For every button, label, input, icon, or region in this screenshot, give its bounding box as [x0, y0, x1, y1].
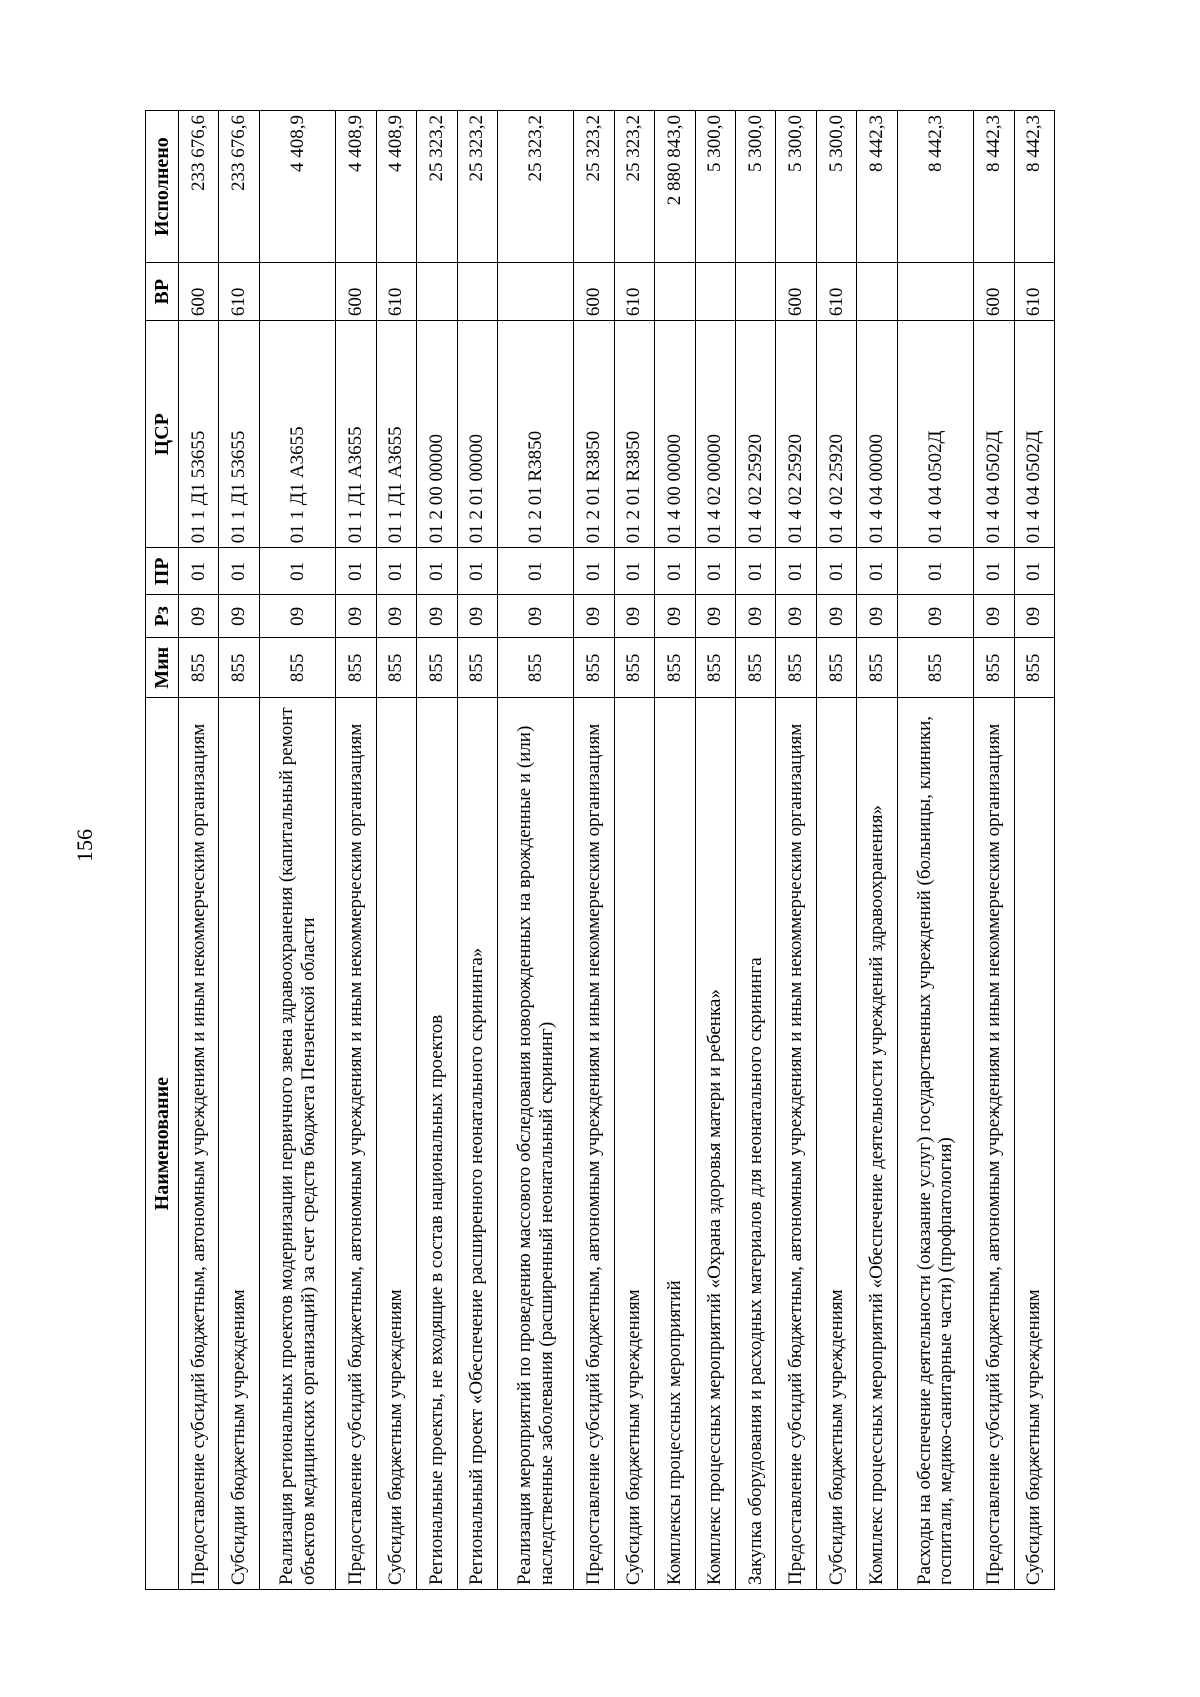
cell-csr: 01 4 00 00000: [655, 321, 695, 548]
cell-csr: 01 4 02 25920: [776, 321, 816, 548]
cell-min: 855: [376, 638, 416, 698]
cell-csr: 01 4 02 00000: [695, 321, 735, 548]
cell-rz: 09: [857, 595, 897, 638]
cell-pr: 01: [695, 548, 735, 595]
cell-vr: 600: [974, 263, 1014, 321]
cell-rz: 09: [179, 595, 219, 638]
cell-rz: 09: [897, 595, 973, 638]
cell-rz: 09: [376, 595, 416, 638]
header-name: Наименование: [146, 698, 179, 1590]
cell-done: 4 408,9: [376, 111, 416, 263]
cell-vr: 610: [1014, 263, 1055, 321]
cell-vr: 600: [776, 263, 816, 321]
cell-done: 233 676,6: [179, 111, 219, 263]
cell-pr: 01: [457, 548, 497, 595]
cell-min: 855: [574, 638, 614, 698]
table-row: [897, 111, 973, 1590]
cell-name: Комплекс процессных мероприятий «Обеспечение деятельности учреждений здравоохранения»: [857, 698, 897, 1590]
cell-vr: [857, 263, 897, 321]
cell-name: Субсидии бюджетным учреждениям: [816, 698, 856, 1590]
table-row: [776, 111, 816, 1590]
cell-name: Предоставление субсидий бюджетным, автономным учреждениям и иным некоммерческим организациям: [776, 698, 816, 1590]
table-row: [614, 111, 654, 1590]
cell-name: Субсидии бюджетным учреждениям: [1014, 698, 1055, 1590]
cell-vr: [736, 263, 776, 321]
table-row: [336, 111, 376, 1590]
table-row: [736, 111, 776, 1590]
cell-rz: 09: [655, 595, 695, 638]
table-row: [376, 111, 416, 1590]
table-row: [857, 111, 897, 1590]
cell-vr: [695, 263, 735, 321]
cell-csr: 01 1 Д1 А3655: [336, 321, 376, 548]
cell-name: Субсидии бюджетным учреждениям: [219, 698, 259, 1590]
cell-done: 5 300,0: [695, 111, 735, 263]
cell-rz: 09: [1014, 595, 1055, 638]
cell-min: 855: [897, 638, 973, 698]
cell-done: 8 442,3: [1014, 111, 1055, 263]
cell-min: 855: [1014, 638, 1055, 698]
cell-pr: 01: [857, 548, 897, 595]
cell-name: Расходы на обеспечение деятельности (оказание услуг) государственных учреждений (больницы, клиники, госпитали, медико-санитарные части) (профпатология): [897, 698, 973, 1590]
cell-vr: 610: [816, 263, 856, 321]
cell-done: 2 880 843,0: [655, 111, 695, 263]
cell-rz: 09: [417, 595, 457, 638]
cell-pr: 01: [614, 548, 654, 595]
cell-rz: 09: [336, 595, 376, 638]
cell-min: 855: [776, 638, 816, 698]
cell-csr: 01 1 Д1 А3655: [259, 321, 335, 548]
cell-min: 855: [179, 638, 219, 698]
cell-rz: 09: [219, 595, 259, 638]
cell-name: Комплекс процессных мероприятий «Охрана здоровья матери и ребенка»: [695, 698, 735, 1590]
cell-min: 855: [417, 638, 457, 698]
cell-done: 25 323,2: [574, 111, 614, 263]
cell-rz: 09: [497, 595, 573, 638]
cell-pr: 01: [336, 548, 376, 595]
cell-pr: 01: [1014, 548, 1055, 595]
cell-done: 4 408,9: [336, 111, 376, 263]
cell-min: 855: [614, 638, 654, 698]
cell-pr: 01: [219, 548, 259, 595]
cell-done: 8 442,3: [974, 111, 1014, 263]
cell-vr: [457, 263, 497, 321]
header-csr: ЦСР: [146, 321, 179, 548]
cell-csr: 01 4 04 00000: [857, 321, 897, 548]
cell-pr: 01: [179, 548, 219, 595]
cell-done: 5 300,0: [816, 111, 856, 263]
cell-done: 25 323,2: [417, 111, 457, 263]
cell-csr: 01 2 01 R3850: [574, 321, 614, 548]
cell-pr: 01: [259, 548, 335, 595]
cell-csr: 01 4 04 0502Д: [1014, 321, 1055, 548]
cell-done: 5 300,0: [736, 111, 776, 263]
cell-rz: 09: [614, 595, 654, 638]
cell-done: 5 300,0: [776, 111, 816, 263]
cell-done: 25 323,2: [497, 111, 573, 263]
cell-name: Предоставление субсидий бюджетным, автономным учреждениям и иным некоммерческим организациям: [974, 698, 1014, 1590]
cell-done: 8 442,3: [897, 111, 973, 263]
cell-pr: 01: [655, 548, 695, 595]
cell-min: 855: [857, 638, 897, 698]
cell-min: 855: [259, 638, 335, 698]
table-row: [974, 111, 1014, 1590]
cell-name: Предоставление субсидий бюджетным, автономным учреждениям и иным некоммерческим организациям: [179, 698, 219, 1590]
cell-min: 855: [816, 638, 856, 698]
cell-csr: 01 4 02 25920: [736, 321, 776, 548]
cell-min: 855: [336, 638, 376, 698]
cell-pr: 01: [897, 548, 973, 595]
cell-csr: 01 1 Д1 53655: [219, 321, 259, 548]
cell-pr: 01: [376, 548, 416, 595]
cell-vr: 610: [219, 263, 259, 321]
table-row: [1014, 111, 1055, 1590]
cell-vr: 600: [336, 263, 376, 321]
cell-name: Региональные проекты, не входящие в состав национальных проектов: [417, 698, 457, 1590]
cell-pr: 01: [574, 548, 614, 595]
cell-done: 233 676,6: [219, 111, 259, 263]
cell-vr: 610: [614, 263, 654, 321]
cell-vr: [897, 263, 973, 321]
cell-done: 4 408,9: [259, 111, 335, 263]
cell-csr: 01 4 04 0502Д: [974, 321, 1014, 548]
cell-vr: [655, 263, 695, 321]
cell-min: 855: [655, 638, 695, 698]
cell-done: 25 323,2: [614, 111, 654, 263]
budget-table: [145, 110, 1055, 1590]
cell-name: Закупка оборудования и расходных материалов для неонатального скрининга: [736, 698, 776, 1590]
cell-vr: 600: [179, 263, 219, 321]
cell-pr: 01: [417, 548, 457, 595]
cell-name: Субсидии бюджетным учреждениям: [376, 698, 416, 1590]
cell-rz: 09: [816, 595, 856, 638]
cell-csr: 01 4 02 25920: [816, 321, 856, 548]
cell-vr: [417, 263, 457, 321]
cell-rz: 09: [259, 595, 335, 638]
table-row: [219, 111, 259, 1590]
cell-csr: 01 2 00 00000: [417, 321, 457, 548]
cell-rz: 09: [776, 595, 816, 638]
cell-name: Реализация мероприятий по проведению массового обследования новорожденных на врожденные и (или) наследственные заболевания (расширенный неонатальный скрининг): [497, 698, 573, 1590]
cell-csr: 01 1 Д1 53655: [179, 321, 219, 548]
cell-min: 855: [974, 638, 1014, 698]
cell-name: Комплексы процессных мероприятий: [655, 698, 695, 1590]
cell-rz: 09: [736, 595, 776, 638]
table-body: [179, 111, 1055, 1590]
table-row: [497, 111, 573, 1590]
rotated-table-container: [145, 110, 1055, 1590]
cell-name: Региональный проект «Обеспечение расширенного неонатального скрининга»: [457, 698, 497, 1590]
header-done: Исполнено: [146, 111, 179, 263]
cell-rz: 09: [974, 595, 1014, 638]
cell-pr: 01: [816, 548, 856, 595]
header-rz: Рз: [146, 595, 179, 638]
cell-pr: 01: [736, 548, 776, 595]
cell-vr: 610: [376, 263, 416, 321]
page-number: 156: [72, 829, 97, 862]
cell-pr: 01: [776, 548, 816, 595]
header-vr: ВР: [146, 263, 179, 321]
cell-vr: [497, 263, 573, 321]
table-row: [457, 111, 497, 1590]
cell-rz: 09: [695, 595, 735, 638]
cell-csr: 01 4 04 0502Д: [897, 321, 973, 548]
cell-name: Предоставление субсидий бюджетным, автономным учреждениям и иным некоммерческим организациям: [336, 698, 376, 1590]
cell-name: Реализация региональных проектов модернизации первичного звена здравоохранения (капитальный ремонт объектов медицинских организаций) за счет средств бюджета Пензенской области: [259, 698, 335, 1590]
cell-csr: 01 2 01 00000: [457, 321, 497, 548]
cell-csr: 01 1 Д1 А3655: [376, 321, 416, 548]
table-row: [574, 111, 614, 1590]
table-row: [655, 111, 695, 1590]
header-pr: ПР: [146, 548, 179, 595]
cell-name: Субсидии бюджетным учреждениям: [614, 698, 654, 1590]
table-row: [695, 111, 735, 1590]
cell-min: 855: [497, 638, 573, 698]
cell-min: 855: [736, 638, 776, 698]
cell-done: 25 323,2: [457, 111, 497, 263]
cell-rz: 09: [574, 595, 614, 638]
cell-min: 855: [457, 638, 497, 698]
cell-rz: 09: [457, 595, 497, 638]
cell-csr: 01 2 01 R3850: [614, 321, 654, 548]
cell-min: 855: [695, 638, 735, 698]
cell-vr: 600: [574, 263, 614, 321]
table-row: [259, 111, 335, 1590]
table-header-row: [146, 111, 179, 1590]
table-row: [179, 111, 219, 1590]
table-row: [417, 111, 457, 1590]
cell-done: 8 442,3: [857, 111, 897, 263]
cell-csr: 01 2 01 R3850: [497, 321, 573, 548]
table-row: [816, 111, 856, 1590]
cell-pr: 01: [974, 548, 1014, 595]
cell-min: 855: [219, 638, 259, 698]
cell-pr: 01: [497, 548, 573, 595]
cell-vr: [259, 263, 335, 321]
cell-name: Предоставление субсидий бюджетным, автономным учреждениям и иным некоммерческим организациям: [574, 698, 614, 1590]
header-min: Мин: [146, 638, 179, 698]
